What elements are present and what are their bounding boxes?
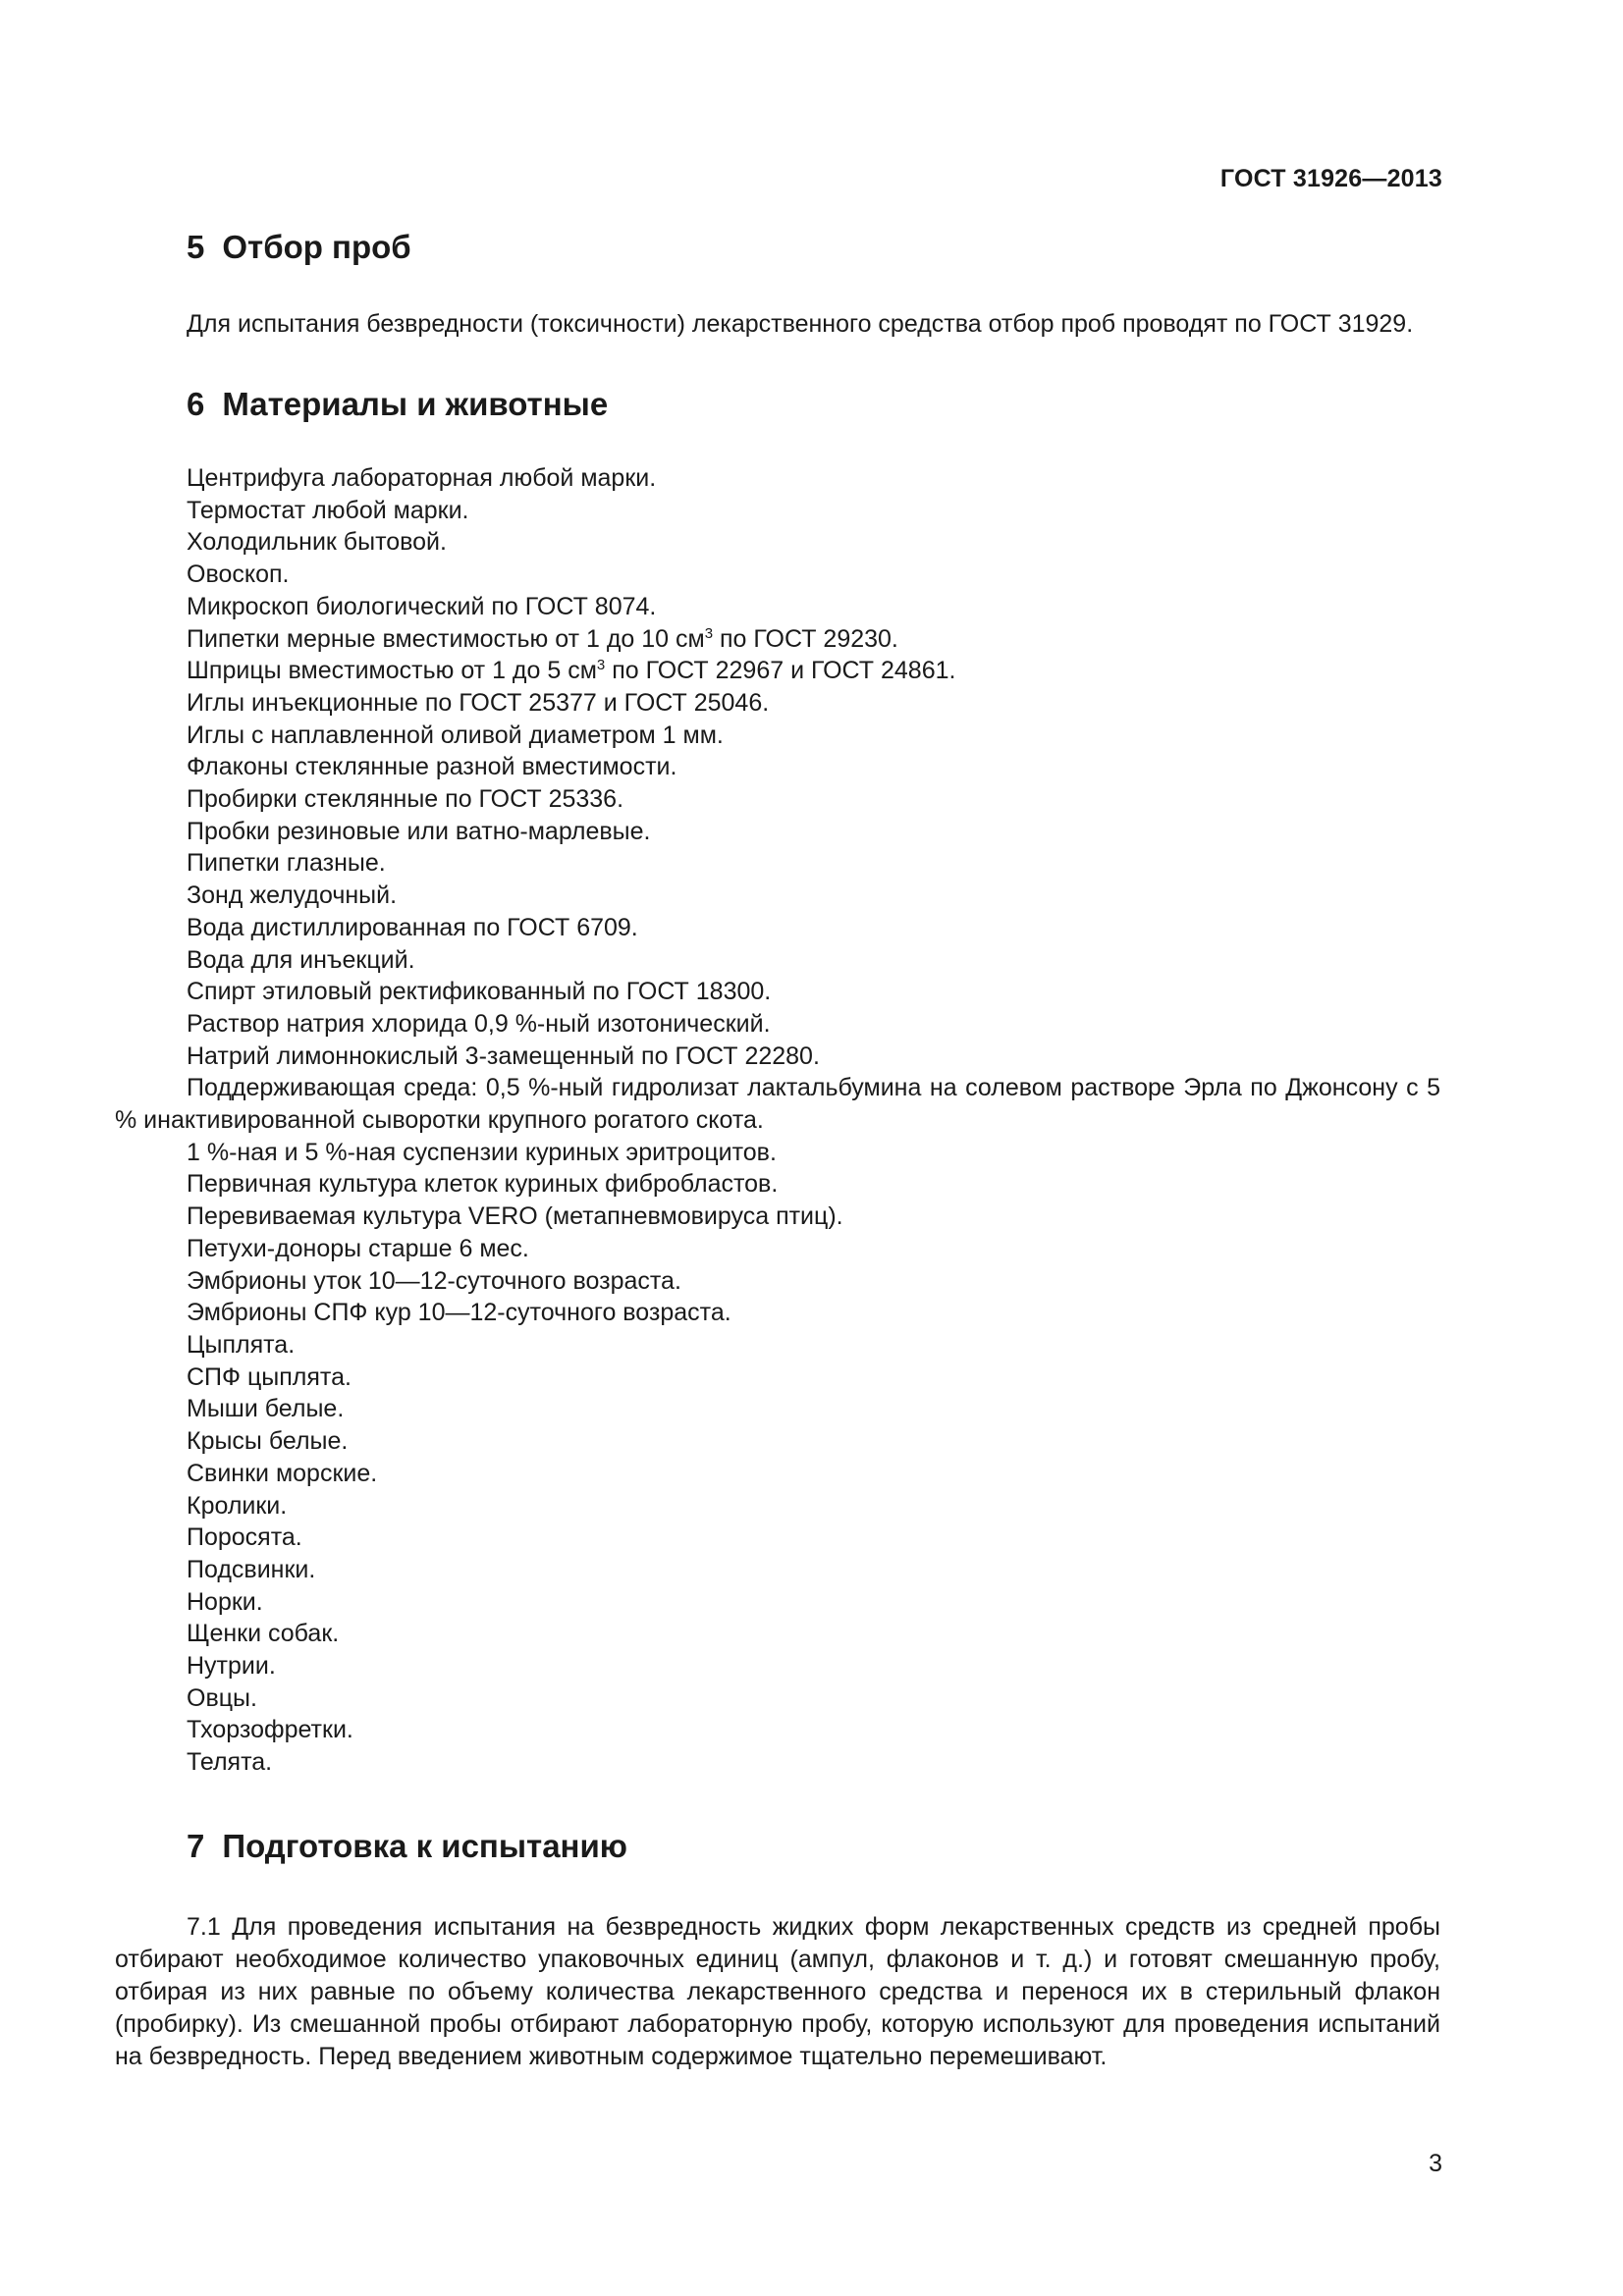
list-item: Свинки морские. [187,1459,378,1487]
page-number: 3 [1429,2150,1442,2177]
list-item: Шприцы вместимостью от 1 до 5 $см^3$ по ГОСТ 22967 и ГОСТ 24861. [187,657,956,685]
list-item: Холодильник бытовой. [187,528,447,557]
list-item: Петухи-доноры старше 6 мес. [187,1234,529,1262]
list-item: Пробки резиновые или ватно-марлевые. [187,817,651,845]
list-item: Натрий лимоннокислый 3-замещенный по ГОСТ 22280. [187,1041,820,1070]
section-5-title: Отбор проб [222,229,411,265]
page-content [115,228,1440,2073]
list-item: Термостат любой марки. [187,496,469,524]
list-item: Спирт этиловый ректификованный по ГОСТ 18300. [187,978,772,1006]
section-7-paragraph: 7.1 Для проведения испытания на безвредность жидких форм лекарственных средств из средней пробы отбирают необходимое количество упаковочных единиц (ампул, флаконов и т. д.) и готовят смешанную пробу, отбирая из них равные по объему количества лекарственного средства и перенося их в стерильный флакон (пробирку). Из смешанной пробы отбирают лабораторную пробу, которую используют для проведения испытаний на безвредность. Перед введением животным содержимое тщательно перемешивают. [115,1912,1440,2070]
list-item: Крысы белые. [187,1427,349,1456]
list-item: Первичная культура клеток куриных фибробластов. [187,1170,779,1199]
superscript-cube: 3 [704,624,714,642]
list-item: Центрифуга лабораторная любой марки. [187,464,657,492]
superscript-cube: 3 [596,657,606,674]
section-7-number: 7 [187,1827,205,1864]
list-item: Флаконы стеклянные разной вместимости. [187,753,677,781]
list-item: Норки. [187,1587,263,1616]
list-item: Кролики. [187,1491,288,1520]
list-item: Нутрии. [187,1652,276,1681]
list-item: Зонд желудочный. [187,881,398,910]
section-6-heading [115,385,1440,424]
materials-list [115,462,1440,1779]
list-item: Овоскоп. [187,561,290,589]
list-item: Тхорзофретки. [187,1716,353,1744]
list-item: Иглы инъекционные по ГОСТ 25377 и ГОСТ 25046. [187,688,770,717]
list-item: Поддерживающая среда: 0,5 %-ный гидролизат лактальбумина на солевом растворе Эрла по Джонсону с 5 % инактивированной сыворотки крупного рогатого скота. [115,1074,1440,1135]
list-item: Овцы. [187,1683,257,1712]
list-item: Раствор натрия хлорида 0,9 %-ный изотонический. [187,1009,771,1038]
list-item: Вода для инъекций. [187,945,415,974]
document-id-header: ГОСТ 31926—2013 [1219,165,1442,192]
section-5-heading [115,228,1440,267]
list-item: Пипетки глазные. [187,849,386,878]
list-item: Щенки собак. [187,1620,340,1648]
list-item: Эмбрионы СПФ кур 10—12-суточного возраста. [187,1299,731,1327]
list-item: Вода дистиллированная по ГОСТ 6709. [187,913,638,941]
list-item: Пипетки мерные вместимостью от 1 до 10 $см^3$ по ГОСТ 29230. [187,624,898,653]
list-item: Эмбрионы уток 10—12-суточного возраста. [187,1266,681,1295]
list-item: Микроскоп биологический по ГОСТ 8074. [187,592,657,620]
list-item: Мыши белые. [187,1395,345,1423]
section-6-number: 6 [187,386,205,422]
list-item: Подсвинки. [187,1555,316,1583]
section-5-number: 5 [187,229,205,265]
list-item: Пробирки стеклянные по ГОСТ 25336. [187,785,624,814]
list-item: 1 %-ная и 5 %-ная суспензии куриных эритроцитов. [187,1138,777,1166]
section-5-paragraph: Для испытания безвредности (токсичности) лекарственного средства отбор проб проводят по ГОСТ 31929. [187,310,1414,338]
list-item: Цыплята. [187,1330,296,1359]
list-item: Перевиваемая культура VERO (метапневмовируса птиц). [187,1202,843,1231]
section-6-title: Материалы и животные [222,386,609,422]
list-item: СПФ цыплята. [187,1362,352,1391]
section-7-heading [115,1827,1440,1866]
list-item: Поросята. [187,1523,302,1552]
list-item: Телята. [187,1748,273,1777]
list-item: Иглы с наплавленной оливой диаметром 1 мм. [187,721,724,749]
section-7-title: Подготовка к испытанию [222,1827,627,1864]
